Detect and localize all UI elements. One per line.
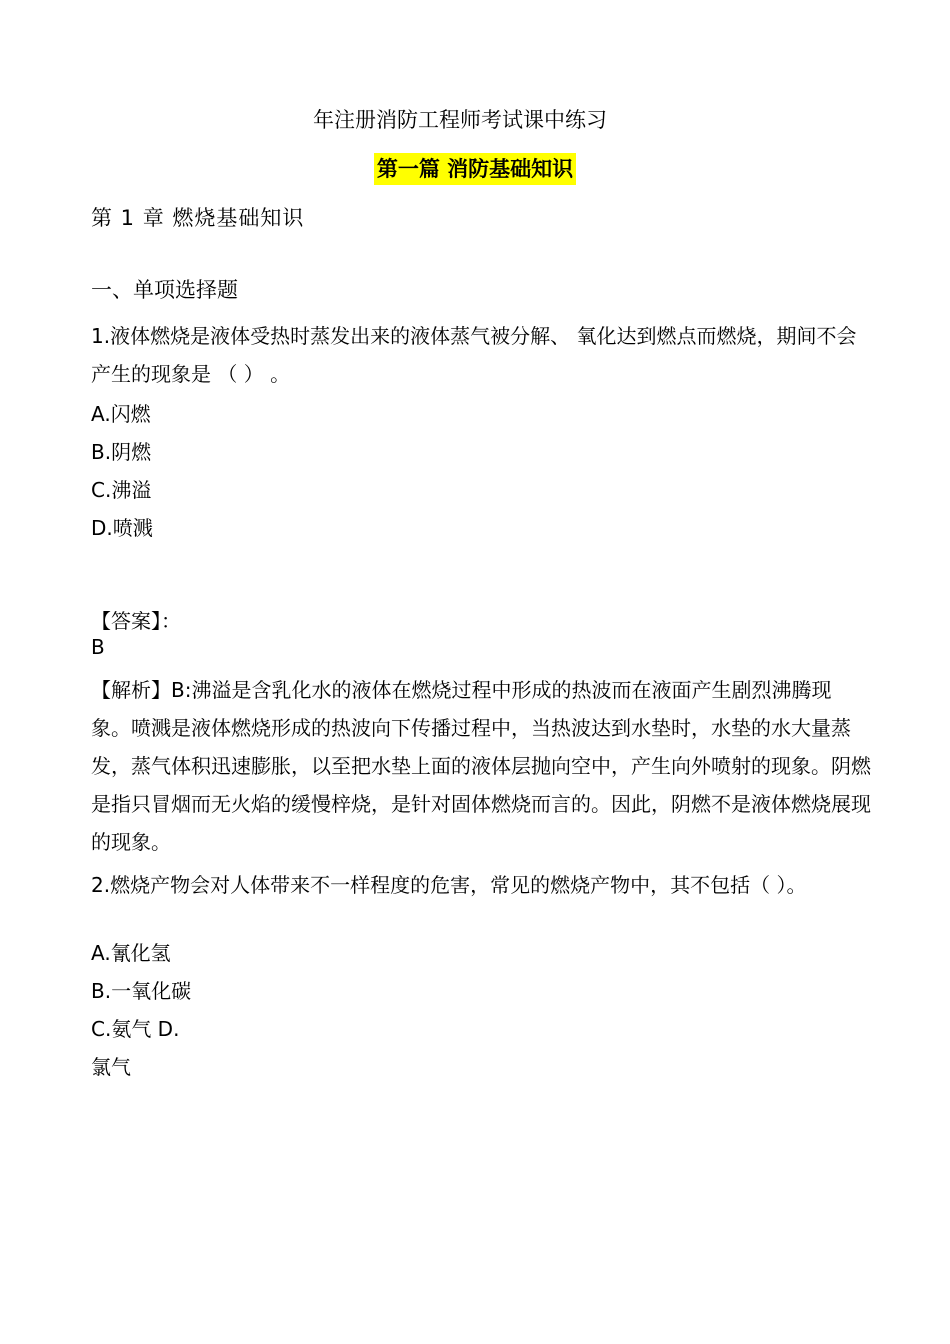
question-2-stem: 2.燃烧产物会对人体带来不一样程度的危害，常见的燃烧产物中，其不包括（ ）。	[91, 873, 807, 897]
document-title: 年注册消防工程师考试课中练习	[313, 108, 607, 132]
answer-label: 【答案】：	[91, 609, 181, 633]
question-2-option-c-d: C.氨气 D.	[91, 1017, 180, 1041]
question-2-option-a: A.氰化氢	[91, 941, 171, 965]
part-title-highlight: 第一篇 消防基础知识	[374, 153, 576, 185]
answer-value: B	[91, 635, 105, 659]
question-1-option-c: C.沸溢	[91, 478, 152, 502]
part-title-container	[0, 153, 950, 185]
section-title: 一、单项选择题	[91, 278, 238, 302]
question-2-option-b: B.一氧化碳	[91, 979, 192, 1003]
question-1-option-a: A.闪燃	[91, 402, 151, 426]
question-1-option-b: B.阴燃	[91, 440, 152, 464]
question-1-option-d: D.喷溅	[91, 516, 153, 540]
chapter-heading: 第 1 章 燃烧基础知识	[91, 206, 305, 230]
question-2-option-d-text: 氯气	[91, 1055, 131, 1079]
question-1-stem: 1.液体燃烧是液体受热时蒸发出来的液体蒸气被分解、 氧化达到燃点而燃烧，期间不会产生的现象是 （ ） 。	[91, 324, 857, 386]
analysis-paragraph: 【解析】B:沸溢是含乳化水的液体在燃烧过程中形成的热波而在液面产生剧烈沸腾现象。喷溅是液体燃烧形成的热波向下传播过程中，当热波达到水垫时，水垫的水大量蒸发，蒸气体积迅速膨胀，以至把水垫上面的液体层抛向空中，产生向外喷射的现象。阴燃是指只冒烟而无火焰的缓慢梓烧，是针对固体燃烧而言的。因此，阴燃不是液体燃烧展现的现象。	[91, 678, 871, 854]
